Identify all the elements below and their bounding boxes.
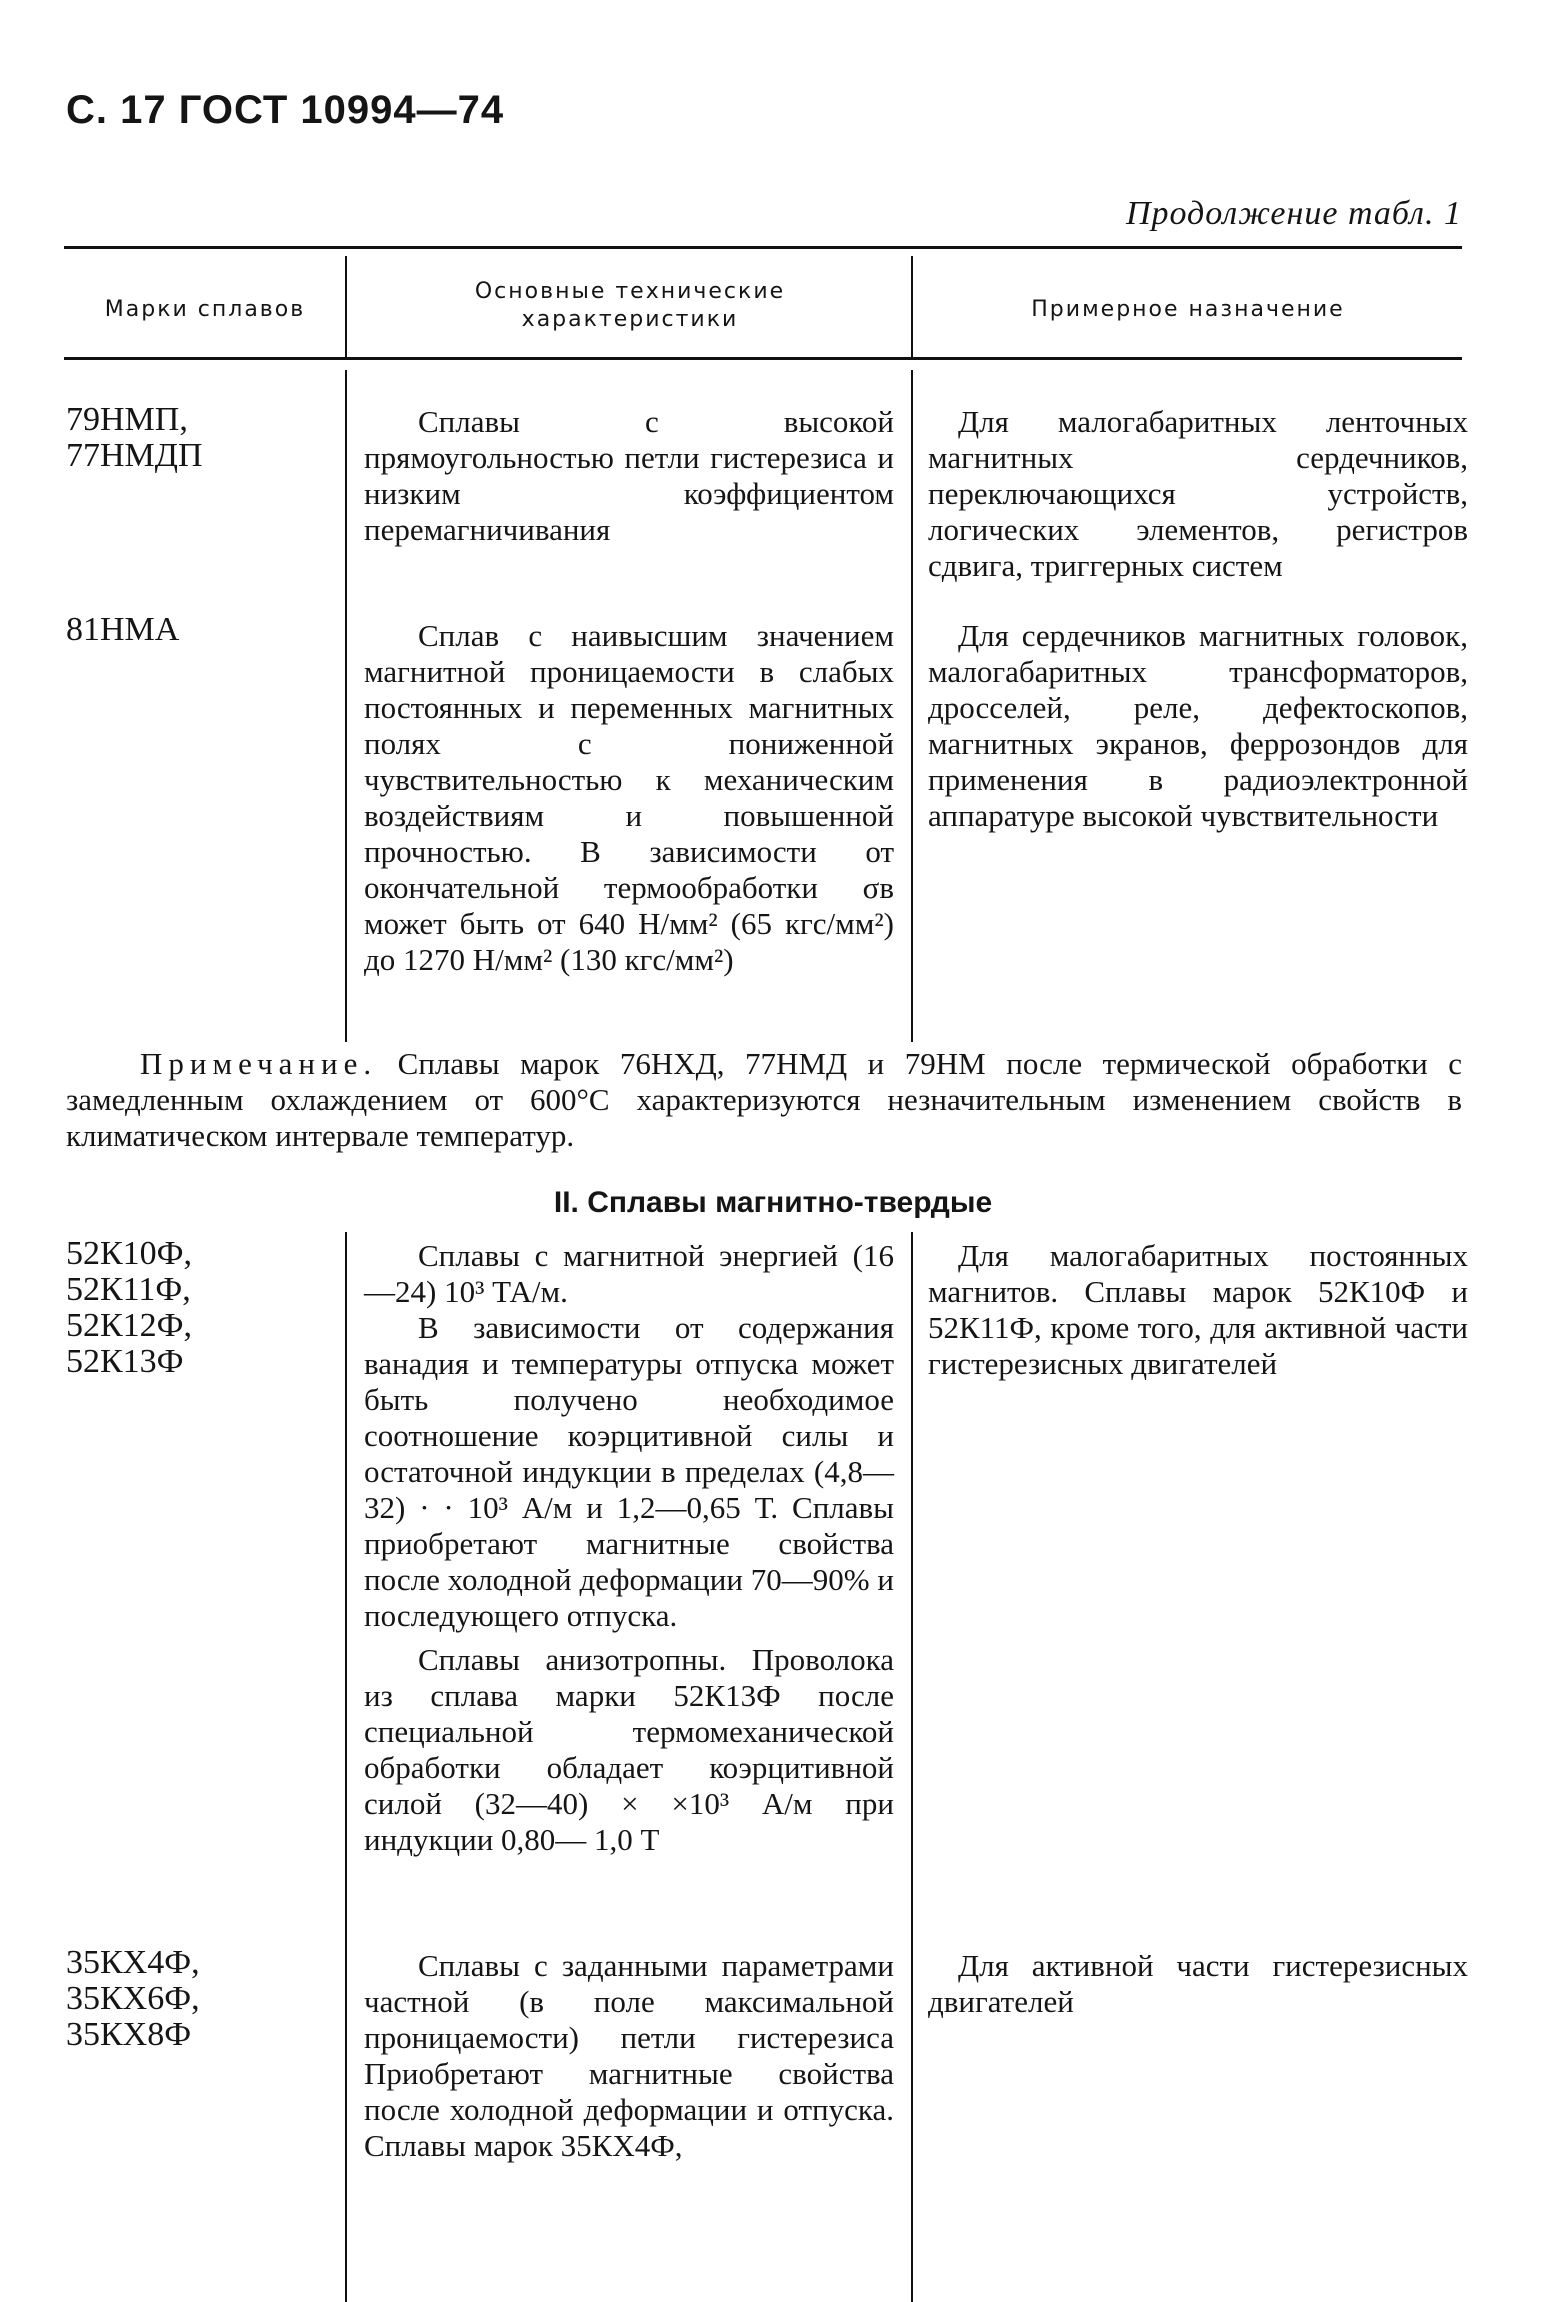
purpose-text: Для малогабаритных ленточных магнитных сердечников, переключающихся устройств, логических элементов, регистров сдвига, триггерных систем bbox=[928, 404, 1468, 583]
alloy-marks: 35КХ4Ф, 35КХ6Ф, 35КХ8Ф bbox=[66, 1944, 200, 2053]
column-header-marks: Марки сплавов bbox=[104, 297, 306, 322]
purpose-text: Для активной части гистерезисных двигателей bbox=[928, 1948, 1468, 2019]
purpose-text: Для малогабаритных постоянных магнитов. Сплавы марок 52К10Ф и 52К11Ф, кроме того, для активной части гистерезисных двигателей bbox=[928, 1238, 1468, 1381]
table-note bbox=[66, 1046, 1462, 1154]
note-lead: Примечание. bbox=[140, 1046, 378, 1081]
alloy-purpose bbox=[928, 1948, 1468, 2020]
note-text: Сплавы марок 76НХД, 77НМД и 79НМ после термической обработки с замедленным охлаждением от 600°С характеризуются незначительным изменением свойств в климатическом интервале температур. bbox=[66, 1046, 1462, 1153]
alloy-marks: 52К10Ф, 52К11Ф, 52К12Ф, 52К13Ф bbox=[66, 1235, 193, 1380]
alloy-characteristics bbox=[364, 1238, 894, 1858]
characteristics-paragraph: Сплавы анизотропны. Проволока из сплава марки 52К13Ф после специальной термомеханической обработки обладает коэрцитивной силой (32—40) × ×10³ А/м при индукции 0,80— 1,0 Т bbox=[364, 1642, 894, 1857]
characteristics-paragraph: Сплавы с высокой прямоугольностью петли гистерезиса и низким коэффициентом перемагничивания bbox=[364, 404, 894, 547]
section-title: II. Сплавы магнитно-твердые bbox=[553, 1186, 993, 1219]
characteristics-paragraph: Сплавы с магнитной энергией (16—24) 10³ ТА/м. bbox=[364, 1238, 894, 1309]
column-divider-1 bbox=[345, 256, 347, 358]
page-header: С. 17 ГОСТ 10994—74 bbox=[66, 88, 505, 132]
characteristics-paragraph: Сплавы с заданными параметрами частной (в поле максимальной проницаемости) петли гистерезиса Приобретают магнитные свойства после холодной деформации и отпуска. Сплавы марок 35КХ4Ф, bbox=[364, 1948, 894, 2163]
alloy-characteristics bbox=[364, 1948, 894, 2164]
alloy-characteristics bbox=[364, 404, 894, 548]
column-divider-1 bbox=[345, 1232, 347, 2302]
alloy-purpose bbox=[928, 618, 1468, 834]
alloy-marks: 81НМА bbox=[66, 611, 180, 648]
alloy-purpose bbox=[928, 404, 1468, 584]
column-header-purpose: Примерное назначение bbox=[1031, 297, 1345, 322]
alloy-characteristics bbox=[364, 618, 894, 978]
column-divider-2 bbox=[911, 256, 913, 358]
column-divider-2 bbox=[911, 1232, 913, 2302]
alloy-purpose bbox=[928, 1238, 1468, 1382]
column-header-characteristics: Основные технические характеристики bbox=[474, 279, 786, 332]
characteristics-paragraph: Сплав с наивысшим значением магнитной проницаемости в слабых постоянных и переменных магнитных полях с пониженной чувствительностью к механическим воздействиям и повышенной прочностью. В зависимости от окончательной термообработки σв может быть от 640 Н/мм² (65 кгс/мм²) до 1270 Н/мм² (130 кгс/мм²) bbox=[364, 618, 894, 977]
table-top-rule bbox=[64, 246, 1462, 249]
alloy-marks: 79НМП, 77НМДП bbox=[66, 401, 203, 474]
column-divider-2 bbox=[911, 370, 913, 1042]
column-divider-1 bbox=[345, 370, 347, 1042]
characteristics-paragraph: В зависимости от содержания ванадия и температуры отпуска может быть получено необходимое соотношение коэрцитивной силы и остаточной индукции в пределах (4,8—32) · · 10³ А/м и 1,2—0,65 Т. Сплавы приобретают магнитные свойства после холодной деформации 70—90% и последующего отпуска. bbox=[364, 1310, 894, 1633]
header-bottom-rule bbox=[64, 357, 1462, 360]
purpose-text: Для сердечников магнитных головок, малогабаритных трансформаторов, дросселей, реле, дефектоскопов, магнитных экранов, феррозондов для применения в радиоэлектронной аппаратуре высокой чувствительности bbox=[928, 618, 1468, 833]
table-continuation-label: Продолжение табл. 1 bbox=[1125, 195, 1462, 232]
